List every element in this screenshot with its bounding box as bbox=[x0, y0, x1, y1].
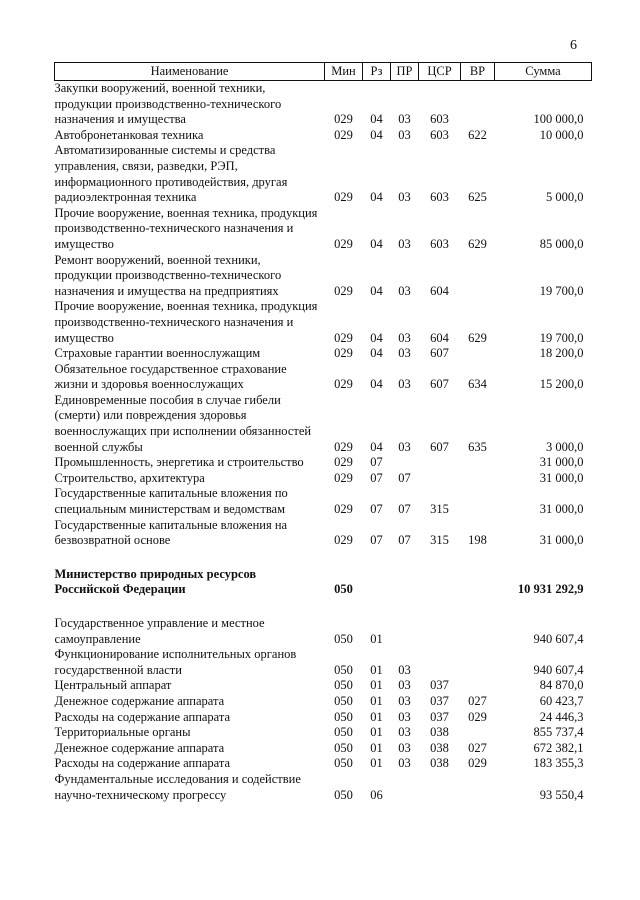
row-rz: 04 bbox=[370, 236, 383, 251]
table-row bbox=[55, 772, 592, 803]
row-pr bbox=[391, 455, 419, 471]
table-row bbox=[55, 678, 592, 694]
row-rz: 01 bbox=[370, 662, 383, 677]
row-min: 029 bbox=[334, 533, 353, 548]
row-name: Государственные капитальные вложения на безвозвратной основе bbox=[54, 517, 288, 548]
row-min: 029 bbox=[334, 346, 353, 361]
header-rz: Рз bbox=[363, 63, 391, 81]
row-vr: 635 bbox=[468, 439, 487, 454]
row-csr: 037 bbox=[430, 709, 449, 724]
row-min: 050 bbox=[334, 787, 353, 802]
row-rz: 01 bbox=[370, 631, 383, 646]
row-rz: 07 bbox=[370, 455, 383, 470]
row-pr: 07 bbox=[398, 470, 411, 485]
row-min: 029 bbox=[334, 283, 353, 298]
row-min: 029 bbox=[334, 190, 353, 205]
row-pr: 03 bbox=[398, 725, 411, 740]
row-rz: 01 bbox=[370, 756, 383, 771]
row-pr: 07 bbox=[398, 502, 411, 517]
table-body bbox=[55, 81, 592, 804]
row-pr bbox=[391, 598, 419, 647]
row-pr: 03 bbox=[398, 740, 411, 755]
row-pr: 03 bbox=[398, 709, 411, 724]
row-pr: 03 bbox=[398, 756, 411, 771]
table-row bbox=[55, 486, 592, 517]
header-sum: Сумма bbox=[495, 63, 592, 81]
row-rz: 01 bbox=[370, 725, 383, 740]
table-row bbox=[55, 741, 592, 757]
row-pr: 03 bbox=[398, 127, 411, 142]
row-sum: 5 000,0 bbox=[546, 190, 584, 205]
row-sum: 85 000,0 bbox=[539, 236, 584, 251]
row-name: Страховые гарантии военнослужащим bbox=[54, 346, 261, 361]
row-csr: 315 bbox=[430, 533, 449, 548]
row-name: Закупки вооружений, военной техники, продукции производственно-технического назначения и имущества bbox=[54, 81, 282, 127]
row-sum: 100 000,0 bbox=[533, 112, 584, 127]
page-number: 6 bbox=[570, 38, 577, 53]
row-pr: 03 bbox=[398, 678, 411, 693]
row-csr bbox=[419, 471, 461, 487]
row-name: Фундаментальные исследования и содействие научно-техническому прогрессу bbox=[54, 771, 301, 802]
row-pr: 03 bbox=[398, 112, 411, 127]
row-csr: 038 bbox=[430, 725, 449, 740]
row-csr: 607 bbox=[430, 439, 449, 454]
row-pr bbox=[391, 549, 419, 598]
row-sum: 24 446,3 bbox=[539, 709, 584, 724]
row-csr: 603 bbox=[430, 190, 449, 205]
row-vr: 029 bbox=[468, 709, 487, 724]
row-csr: 037 bbox=[430, 678, 449, 693]
table-row bbox=[55, 253, 592, 300]
row-rz: 07 bbox=[370, 470, 383, 485]
row-sum: 3 000,0 bbox=[546, 439, 584, 454]
row-pr: 03 bbox=[398, 330, 411, 345]
row-vr bbox=[461, 725, 495, 741]
row-vr bbox=[461, 81, 495, 128]
row-rz: 04 bbox=[370, 346, 383, 361]
row-rz: 01 bbox=[370, 693, 383, 708]
row-name: Денежное содержание аппарата bbox=[54, 693, 225, 708]
row-pr: 03 bbox=[398, 439, 411, 454]
row-csr: 603 bbox=[430, 112, 449, 127]
row-sum: 31 000,0 bbox=[539, 470, 584, 485]
row-name: Центральный аппарат bbox=[54, 678, 172, 693]
row-min: 029 bbox=[334, 127, 353, 142]
row-rz: 04 bbox=[370, 127, 383, 142]
row-min: 050 bbox=[334, 709, 353, 724]
row-rz bbox=[363, 549, 391, 598]
row-min: 029 bbox=[334, 470, 353, 485]
row-sum: 10 000,0 bbox=[539, 127, 584, 142]
row-name: Автоматизированные системы и средства управления, связи, разведки, РЭП, информационного противодействия, другая радиоэлектронная техника bbox=[54, 143, 288, 205]
row-min: 029 bbox=[334, 330, 353, 345]
row-rz: 01 bbox=[370, 709, 383, 724]
row-vr: 622 bbox=[468, 127, 487, 142]
row-csr: 604 bbox=[430, 330, 449, 345]
row-name: Единовременные пособия в случае гибели (смерти) или повреждения здоровья военнослужащих при исполнении обязанностей военной службы bbox=[54, 392, 312, 454]
header-min: Мин bbox=[325, 63, 363, 81]
row-sum: 940 607,4 bbox=[533, 631, 584, 646]
row-rz: 01 bbox=[370, 678, 383, 693]
row-pr: 03 bbox=[398, 693, 411, 708]
row-min: 050 bbox=[334, 662, 353, 677]
table-row bbox=[55, 81, 592, 128]
row-min: 050 bbox=[334, 693, 353, 708]
row-sum: 855 737,4 bbox=[533, 725, 584, 740]
row-vr bbox=[461, 678, 495, 694]
row-rz: 04 bbox=[370, 190, 383, 205]
row-sum: 31 000,0 bbox=[539, 455, 584, 470]
row-sum: 31 000,0 bbox=[539, 533, 584, 548]
row-rz: 04 bbox=[370, 283, 383, 298]
table-header-row bbox=[55, 63, 592, 81]
row-name: Прочие вооружение, военная техника, продукция производственно-технического назначения и имущество bbox=[54, 299, 318, 345]
row-pr: 07 bbox=[398, 533, 411, 548]
row-vr: 629 bbox=[468, 236, 487, 251]
row-sum: 672 382,1 bbox=[533, 740, 584, 755]
table-row bbox=[55, 299, 592, 346]
row-pr: 03 bbox=[398, 346, 411, 361]
row-vr bbox=[461, 549, 495, 598]
header-vr: ВР bbox=[461, 63, 495, 81]
table-row bbox=[55, 362, 592, 393]
table-row bbox=[55, 346, 592, 362]
row-name: Функционирование исполнительных органов государственной власти bbox=[54, 647, 297, 677]
row-vr: 027 bbox=[468, 740, 487, 755]
row-csr: 607 bbox=[430, 377, 449, 392]
row-name: Прочие вооружение, военная техника, продукция производственно-технического назначения и имущество bbox=[54, 205, 318, 251]
row-csr bbox=[419, 772, 461, 803]
row-name: Строительство, архитектура bbox=[54, 470, 205, 485]
row-sum: 15 200,0 bbox=[539, 377, 584, 392]
row-name: Ремонт вооружений, военной техники, продукции производственно-технического назначения и имущества на предприятиях bbox=[54, 252, 282, 298]
row-name: Министерство природных ресурсов Российской Федерации bbox=[54, 566, 257, 597]
row-sum: 18 200,0 bbox=[539, 346, 584, 361]
table-row bbox=[55, 694, 592, 710]
row-csr bbox=[419, 647, 461, 678]
row-csr bbox=[419, 598, 461, 647]
row-pr: 03 bbox=[398, 236, 411, 251]
table-row bbox=[55, 710, 592, 726]
row-name: Промышленность, энергетика и строительство bbox=[54, 455, 304, 470]
row-min: 050 bbox=[334, 725, 353, 740]
row-min: 050 bbox=[334, 756, 353, 771]
row-vr: 198 bbox=[468, 533, 487, 548]
row-vr: 027 bbox=[468, 693, 487, 708]
row-vr bbox=[461, 598, 495, 647]
row-name: Территориальные органы bbox=[54, 725, 191, 740]
row-sum: 19 700,0 bbox=[539, 330, 584, 345]
row-vr: 625 bbox=[468, 190, 487, 205]
row-rz: 04 bbox=[370, 330, 383, 345]
table-row bbox=[55, 518, 592, 549]
row-csr bbox=[419, 549, 461, 598]
row-sum: 19 700,0 bbox=[539, 283, 584, 298]
row-min: 029 bbox=[334, 377, 353, 392]
row-rz: 07 bbox=[370, 533, 383, 548]
row-csr: 607 bbox=[430, 346, 449, 361]
header-name: Наименование bbox=[55, 63, 325, 81]
row-csr: 037 bbox=[430, 693, 449, 708]
budget-table bbox=[54, 62, 592, 803]
row-sum: 940 607,4 bbox=[533, 662, 584, 677]
row-sum: 93 550,4 bbox=[539, 787, 584, 802]
table-row bbox=[55, 647, 592, 678]
row-sum: 84 870,0 bbox=[539, 678, 584, 693]
table-row bbox=[55, 756, 592, 772]
row-rz: 04 bbox=[370, 439, 383, 454]
table-row bbox=[55, 598, 592, 647]
row-pr: 03 bbox=[398, 662, 411, 677]
table-row bbox=[55, 549, 592, 598]
row-vr bbox=[461, 486, 495, 517]
row-sum: 183 355,3 bbox=[533, 756, 584, 771]
row-rz: 04 bbox=[370, 112, 383, 127]
row-vr bbox=[461, 647, 495, 678]
row-pr bbox=[391, 772, 419, 803]
row-name: Государственные капитальные вложения по специальным министерствам и ведомствам bbox=[54, 486, 288, 517]
row-rz: 06 bbox=[370, 787, 383, 802]
row-min: 029 bbox=[334, 502, 353, 517]
table-row bbox=[55, 128, 592, 144]
row-vr bbox=[461, 471, 495, 487]
row-pr: 03 bbox=[398, 283, 411, 298]
row-name: Автобронетанковая техника bbox=[54, 127, 204, 142]
row-rz: 01 bbox=[370, 740, 383, 755]
row-min: 029 bbox=[334, 236, 353, 251]
row-vr bbox=[461, 253, 495, 300]
row-sum: 10 931 292,9 bbox=[517, 582, 584, 597]
row-rz: 07 bbox=[370, 502, 383, 517]
table-row bbox=[55, 206, 592, 253]
row-csr: 315 bbox=[430, 502, 449, 517]
row-vr bbox=[461, 455, 495, 471]
row-vr: 629 bbox=[468, 330, 487, 345]
row-csr bbox=[419, 455, 461, 471]
table-row bbox=[55, 455, 592, 471]
table-row bbox=[55, 725, 592, 741]
row-name: Расходы на содержание аппарата bbox=[54, 756, 231, 771]
row-csr: 603 bbox=[430, 127, 449, 142]
row-sum: 60 423,7 bbox=[539, 693, 584, 708]
row-name: Денежное содержание аппарата bbox=[54, 740, 225, 755]
row-csr: 604 bbox=[430, 283, 449, 298]
row-rz: 04 bbox=[370, 377, 383, 392]
row-sum: 31 000,0 bbox=[539, 502, 584, 517]
row-vr bbox=[461, 772, 495, 803]
row-vr: 634 bbox=[468, 377, 487, 392]
row-min: 050 bbox=[334, 678, 353, 693]
row-min: 050 bbox=[334, 582, 353, 597]
row-csr: 038 bbox=[430, 756, 449, 771]
row-min: 050 bbox=[334, 631, 353, 646]
row-pr: 03 bbox=[398, 377, 411, 392]
table-row bbox=[55, 471, 592, 487]
row-pr: 03 bbox=[398, 190, 411, 205]
table-row bbox=[55, 143, 592, 205]
header-pr: ПР bbox=[391, 63, 419, 81]
row-name: Государственное управление и местное самоуправление bbox=[54, 616, 265, 646]
row-name: Расходы на содержание аппарата bbox=[54, 709, 231, 724]
row-vr bbox=[461, 346, 495, 362]
row-min: 029 bbox=[334, 455, 353, 470]
row-vr: 029 bbox=[468, 756, 487, 771]
header-csr: ЦСР bbox=[419, 63, 461, 81]
row-csr: 603 bbox=[430, 236, 449, 251]
row-min: 029 bbox=[334, 439, 353, 454]
row-name: Обязательное государственное страхование жизни и здоровья военнослужащих bbox=[54, 361, 287, 392]
table-row bbox=[55, 393, 592, 455]
row-min: 050 bbox=[334, 740, 353, 755]
row-min: 029 bbox=[334, 112, 353, 127]
row-csr: 038 bbox=[430, 740, 449, 755]
